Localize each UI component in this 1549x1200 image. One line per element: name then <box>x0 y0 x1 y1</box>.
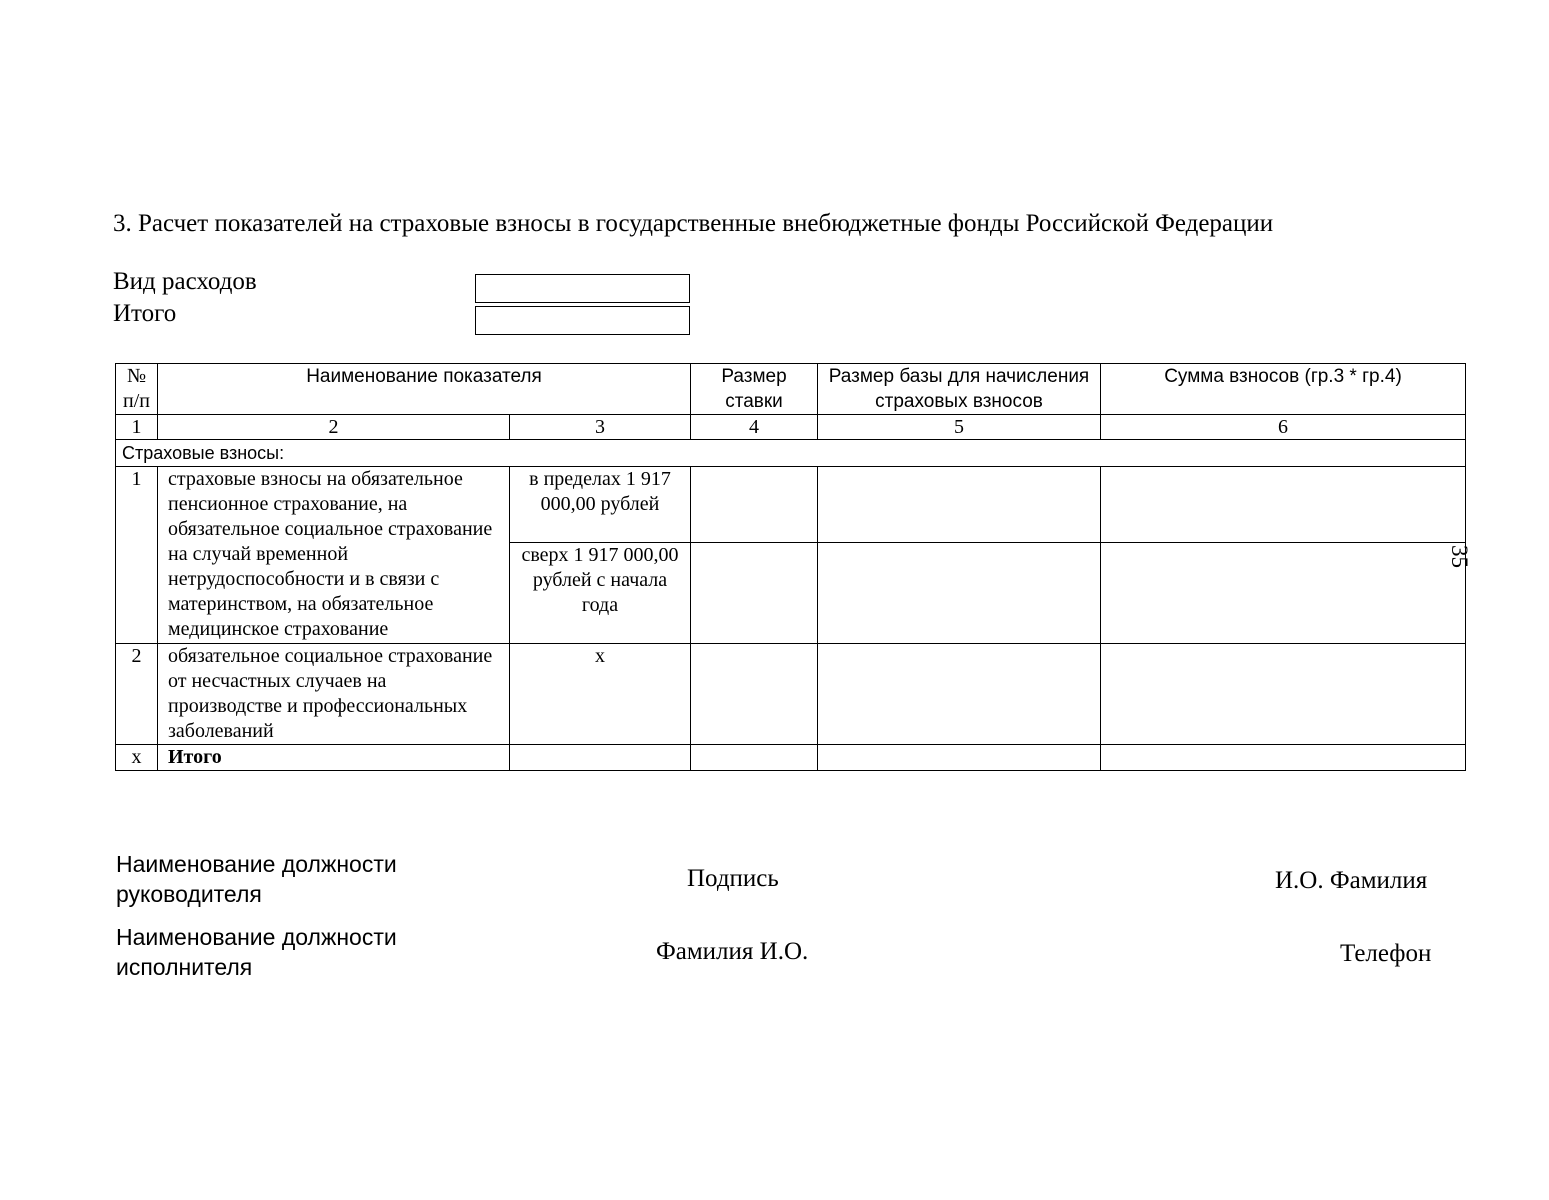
col-number: 5 <box>818 415 1101 440</box>
table-header-row <box>116 364 1466 415</box>
header-name: Наименование показателя <box>158 364 691 415</box>
expense-type-label: Вид расходов <box>113 268 257 295</box>
total-sub-cell[interactable] <box>510 745 691 771</box>
total-row <box>116 745 1466 771</box>
executor-position-label: Наименование должности исполнителя <box>116 924 397 980</box>
col-number: 1 <box>116 415 158 440</box>
section-row <box>116 440 1466 467</box>
header-base: Размер базы для начисления страховых взносов <box>818 364 1101 415</box>
table-row <box>116 644 1466 745</box>
base-cell[interactable] <box>818 543 1101 644</box>
col-number: 4 <box>691 415 818 440</box>
row-subcategory: в пределах 1 917 000,00 рублей <box>510 467 691 543</box>
row-name: обязательное социальное страхование от несчастных случаев на производстве и профессиональных заболеваний <box>158 644 510 745</box>
header-sum: Сумма взносов (гр.3 * гр.4) <box>1101 364 1466 415</box>
sum-cell[interactable] <box>1101 644 1466 745</box>
rate-cell[interactable] <box>691 467 818 543</box>
col-number: 6 <box>1101 415 1466 440</box>
rate-cell[interactable] <box>691 543 818 644</box>
executor-phone-label: Телефон <box>1340 940 1432 967</box>
col-number: 3 <box>510 415 691 440</box>
head-name-label: И.О. Фамилия <box>1275 867 1428 894</box>
row-subcategory: х <box>510 644 691 745</box>
base-cell[interactable] <box>818 644 1101 745</box>
total-number: х <box>116 745 158 771</box>
row-number: 2 <box>116 644 158 745</box>
total-base-cell[interactable] <box>818 745 1101 771</box>
row-name: страховые взносы на обязательное пенсионное страхование, на обязательное социальное страхование на случай временной нетрудоспособности и в связи с материнством, на обязательное медицинское страхование <box>158 467 510 644</box>
total-sum-cell[interactable] <box>1101 745 1466 771</box>
col-number: 2 <box>158 415 510 440</box>
head-position-label: Наименование должности руководителя <box>116 851 397 907</box>
total-rate-cell[interactable] <box>691 745 818 771</box>
table-row <box>116 467 1466 543</box>
expense-type-field[interactable] <box>475 274 690 303</box>
head-signature-label: Подпись <box>687 865 779 892</box>
page-number: 35 <box>1447 545 1472 568</box>
row-number: 1 <box>116 467 158 644</box>
header-num: № п/п <box>116 364 158 415</box>
base-cell[interactable] <box>818 467 1101 543</box>
header-rate: Размер ставки <box>691 364 818 415</box>
contributions-table <box>115 363 1466 771</box>
sum-cell[interactable] <box>1101 543 1466 644</box>
total-field[interactable] <box>475 306 690 335</box>
total-label: Итого <box>113 300 177 327</box>
sum-cell[interactable] <box>1101 467 1466 543</box>
row-subcategory: сверх 1 917 000,00 рублей с начала года <box>510 543 691 644</box>
total-row-label: Итого <box>158 745 510 771</box>
column-number-row <box>116 415 1466 440</box>
executor-name-label: Фамилия И.О. <box>656 938 809 965</box>
rate-cell[interactable] <box>691 644 818 745</box>
section-heading: 3. Расчет показателей на страховые взносы в государственные внебюджетные фонды Российской Федерации <box>113 210 1274 237</box>
section-label: Страховые взносы: <box>116 440 1466 467</box>
